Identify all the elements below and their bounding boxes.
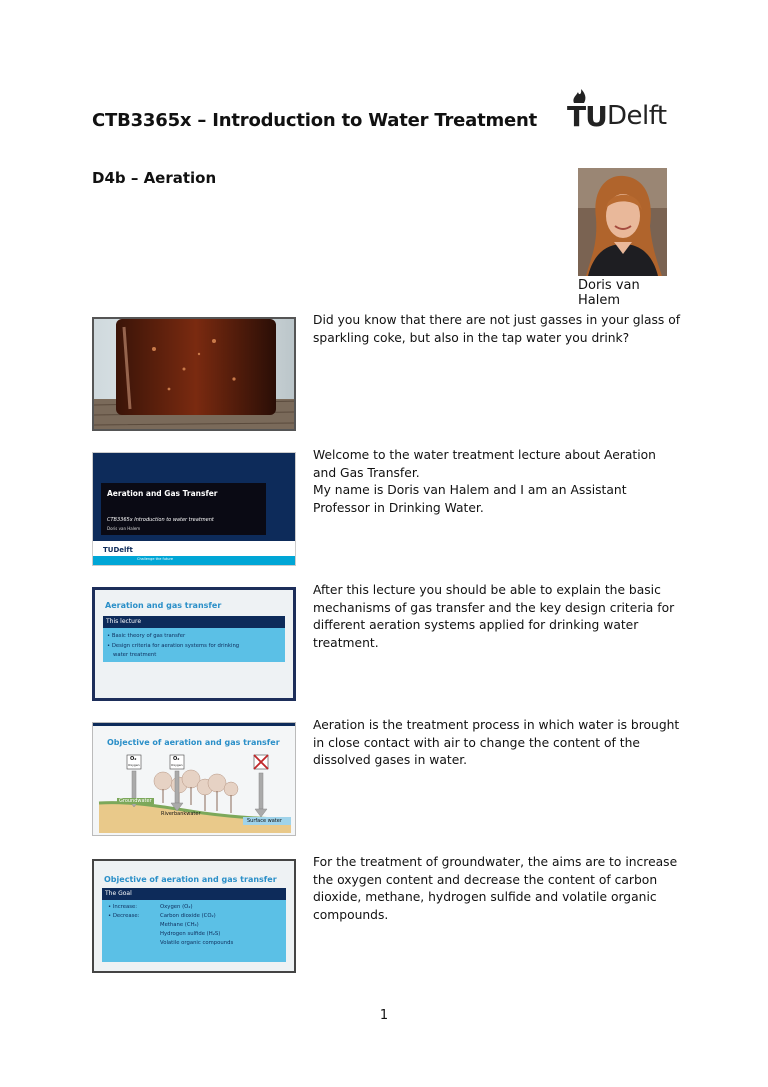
coke-glass-drawing [94, 319, 296, 431]
this-lecture-item-2: • Design criteria for aeration systems for drinking [107, 643, 240, 649]
title-slide-cyan-strip [93, 556, 295, 566]
goal-slide-bar: The Goal [102, 888, 286, 900]
groundwater-label: Groundwater [119, 798, 152, 804]
goal-increase-label: • Increase: [108, 904, 138, 910]
title-slide-author: Doris van Halem [107, 526, 141, 531]
objective-diagram-slide-thumbnail [92, 722, 296, 836]
this-lecture-slide-thumbnail [92, 587, 296, 701]
row-2-text: Welcome to the water treatment lecture about Aeration and Gas Transfer. My name is Doris van Halem and I am an Assistant Professor in Drinking Water. [313, 448, 656, 515]
row-3-text: After this lecture you should be able to explain the basic mechanisms of gas transfer and the key design criteria for different aeration systems applied for drinking water treatment. [313, 583, 675, 650]
o2-sub-1: Oxygen [128, 763, 140, 767]
goal-slide-title: Objective of aeration and gas transfer [104, 875, 277, 884]
presenter-photo-drawing [578, 168, 667, 276]
lecture-title: D4b – Aeration [92, 169, 217, 187]
title-slide-logo: TUDelft [103, 546, 133, 554]
goal-decrease-label: • Decrease: [108, 913, 140, 919]
objective-slide-title: Objective of aeration and gas transfer [107, 738, 280, 747]
this-lecture-item-3: water treatment [113, 652, 157, 658]
title-slide-subtitle: CTB3365x Introduction to water treatment [107, 517, 214, 523]
title-slide-thumbnail [92, 452, 296, 566]
goal-slide-thumbnail [92, 859, 296, 973]
title-slide-footer: Challenge the future [137, 557, 174, 561]
row-5-text: For the treatment of groundwater, the aims are to increase the oxygen content and decrease the content of carbon dioxide, methane, hydrogen sulfide and volatile organic compounds. [313, 855, 678, 922]
row-1-text: Did you know that there are not just gasses in your glass of sparkling coke, but also in the tap water you drink? [313, 313, 681, 345]
goal-item-co2: Carbon dioxide (CO₂) [160, 913, 216, 919]
presenter-name: Doris van Halem [578, 278, 640, 308]
logo-delft: Delft [607, 101, 667, 131]
presenter-photo [578, 168, 667, 276]
title-slide-heading: Aeration and Gas Transfer [107, 489, 218, 498]
tu-delft-logo [567, 88, 671, 132]
coke-glass-image [92, 317, 296, 431]
this-lecture-item-1: • Basic theory of gas transfer [107, 633, 186, 639]
this-lecture-slide-title: Aeration and gas transfer [105, 601, 222, 610]
riverbank-label: Riverbankwater [161, 811, 201, 817]
logo-tu: TU [567, 100, 607, 133]
course-title: CTB3365x – Introduction to Water Treatment [92, 110, 538, 131]
goal-item-oxygen: Oxygen (O₂) [160, 904, 193, 910]
goal-item-voc: Volatile organic compounds [160, 940, 234, 946]
goal-item-methane: Methane (CH₄) [160, 922, 199, 928]
surface-water-label: Surface water [247, 818, 282, 824]
o2-sub-2: Oxygen [171, 763, 183, 767]
o2-label-1: O₂ [130, 756, 137, 762]
page-number: 1 [379, 1008, 389, 1023]
row-4-text: Aeration is the treatment process in which water is brought in close contact with air to change the content of the dissolved gases in water. [313, 718, 680, 767]
goal-item-h2s: Hydrogen sulfide (H₂S) [160, 931, 221, 937]
this-lecture-slide-bar: This lecture [103, 616, 285, 628]
o2-label-2: O₂ [173, 756, 180, 762]
